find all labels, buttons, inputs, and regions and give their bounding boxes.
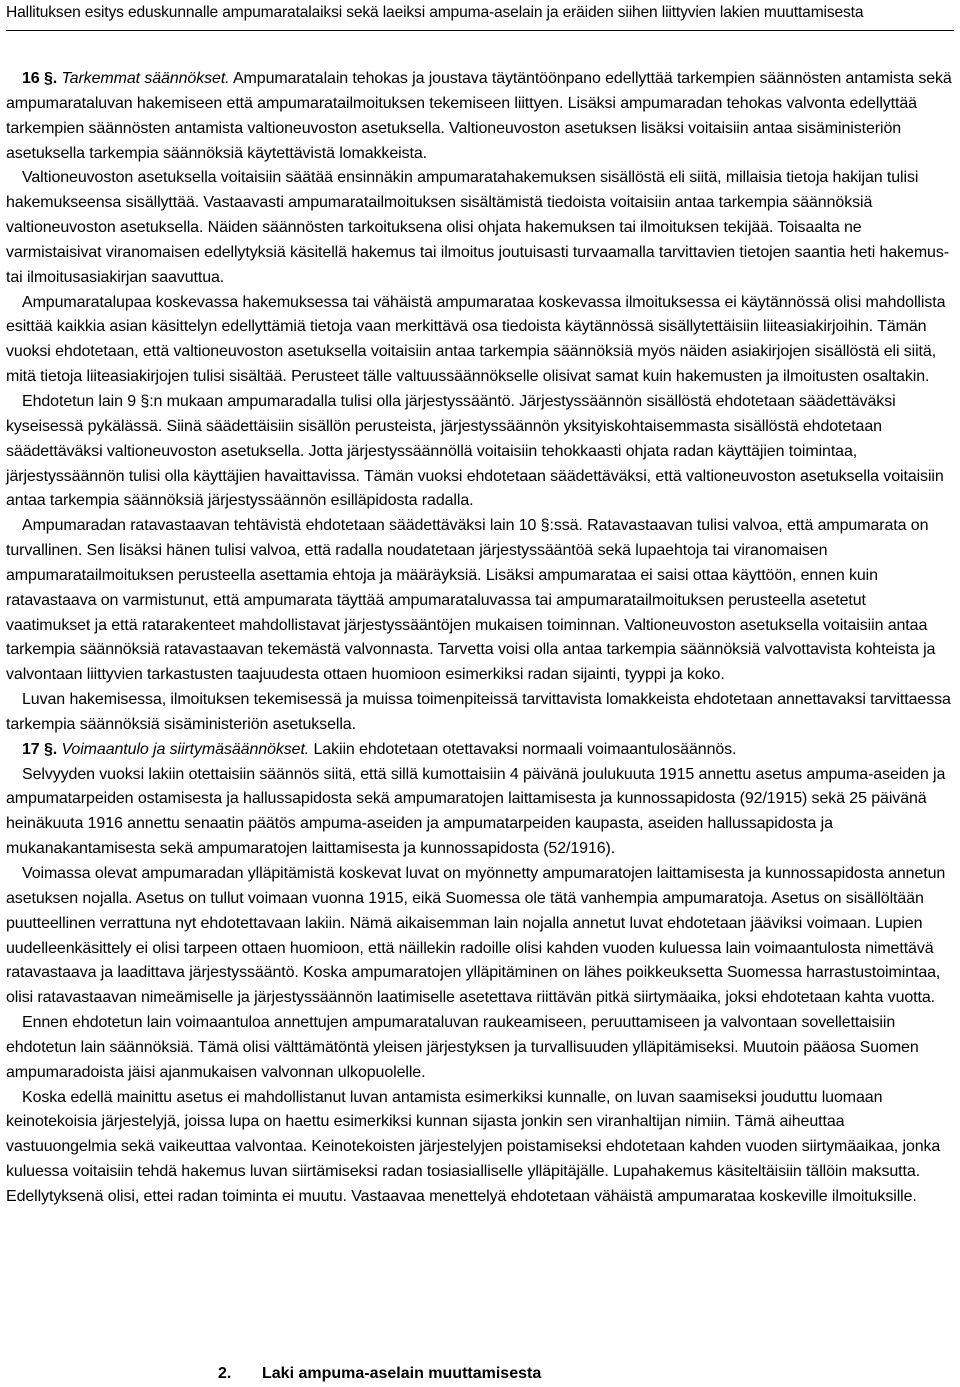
paragraph: Koska edellä mainittu asetus ei mahdollistanut luvan antamista esimerkiksi kunnalle, on luvan saamiseksi jouduttu luomaan keinotekoisia järjestelyjä, joissa lupa on haettu esimerkiksi kunnan sijasta jonkin sen viranhaltijan nimiin. Tämä aiheuttaa vastuuongelmia sekä vaikeuttaa valvontaa. Keinotekoisten järjestelyjen poistamiseksi ehdotetaan kahden vuoden siirtymäaikaa, jonka kuluessa voitaisiin tehdä hakemus luvan siirtämiseksi radan tosiasialliselle ylläpitäjälle. Lupahakemus käsiteltäisiin tällöin maksutta. Edellytyksenä olisi, ettei radan toiminta ei muutu. Vastaavaa menettelyä ehdotetaan vähäistä ampumarataa koskeville ilmoituksille. — [6, 1088, 941, 1205]
next-chapter-heading — [218, 1363, 541, 1385]
document-body — [6, 67, 954, 1210]
paragraph: Ampumaradan ratavastaavan tehtävistä ehdotetaan säädettäväksi lain 10 §:ssä. Ratavastaavan tulisi valvoa, että ampumarata on turvallinen. Sen lisäksi hänen tulisi valvoa, että radalla noudatetaan järjestyssääntöä sekä lupaehtoja tai viranomaisen ampumaratailmoituksen perusteella asettamia ehtoja ja määräyksiä. Lisäksi ampumarataa ei saisi ottaa käyttöön, ennen kuin ratavastaava on varmistunut, että ampumarata täyttää ampumarataluvassa tai ampumaratailmoituksen perusteella asetetut vaatimukset ja että ratarakenteet mahdollistavat järjestyssääntöjen mukaisen toiminnan. Valtioneuvoston asetuksella voitaisiin antaa tarkempia säännöksiä ratavastaavan tekemästä valvonnasta. Tarvetta voisi olla antaa tarkempia säännöksiä valvottavista kohteista ja valvontaan liittyvien tarkastusten taajuudesta ottaen huomioon esimerkiksi radan sijainti, tyyppi ja koko. — [6, 517, 936, 684]
paragraph: Selvyyden vuoksi lakiin otettaisiin säännös siitä, että sillä kumottaisiin 4 päivänä joulukuuta 1915 annettu asetus ampuma-aseiden ja ampumatarpeiden ostamisesta ja hallussapidosta sekä ampumaratojen laittamisesta ja kunnossapidosta (92/1915) sekä 25 päivänä heinäkuuta 1916 annettu senaatin päätös ampuma-aseiden ja ampumatarpeiden kaupasta, aseiden hallussapidosta ja mukanakantamisesta sekä ampumaratojen laittamisesta ja kunnossapidosta (52/1916). — [6, 765, 946, 858]
header-title: Hallituksen esitys eduskunnalle ampumaratalaiksi sekä laeiksi ampuma-aselain ja eräiden siihen liittyvien lakien muuttamisesta — [6, 4, 864, 21]
paragraph: Luvan hakemisessa, ilmoituksen tekemisessä ja muissa toimenpiteissä tarvittavista lomakkeista ehdotetaan annettavaksi tarvittaessa tarkempia säännöksiä sisäministeriön asetuksella. — [6, 691, 951, 733]
next-chapter-number: 2. — [218, 1365, 232, 1382]
section-17-lead-text: Lakiin ehdotetaan otettavaksi normaali voimaantulosäännös. — [309, 740, 737, 758]
paragraph: Valtioneuvoston asetuksella voitaisiin säätää ensinnäkin ampumaratahakemuksen sisällöstä eli siitä, millaisia tietoja hakijan tulisi hakemukseensa sisällyttää. Vastaavasti ampumaratailmoituksen sisältämistä tiedoista voitaisiin antaa tarkempia säännöksiä valtioneuvoston asetuksella. Näiden säännösten tarkoituksena olisi ohjata hakemuksen tai ilmoituksen tekijää. Toisaalta ne varmistaisivat viranomaisen edellytyksiä käsitellä hakemus tai ilmoitus joutuisasti turvaamalla tarvittavien tietojen saantia heti hakemus- tai ilmoitusasiakirjan saavuttua. — [6, 169, 949, 286]
section-17-title: Voimaantulo ja siirtymäsäännökset. — [61, 740, 310, 758]
paragraph: Ehdotetun lain 9 §:n mukaan ampumaradalla tulisi olla järjestyssääntö. Järjestyssäännön sisällöstä ehdotetaan säädettäväksi kyseisessä pykälässä. Siinä säädettäisiin sisällön perusteista, järjestyssäännön yksityiskohtaisemmasta sisällöstä ehdotetaan säädettäväksi valtioneuvoston asetuksella. Jotta järjestyssäännöllä voitaisiin tehokkaasti ohjata radan käyttäjien toimintaa, järjestyssäännön tulisi olla käyttäjien havaittavissa. Tämän vuoksi ehdotetaan säädettäväksi, että valtioneuvoston asetuksella voitaisiin antaa tarkempia säännöksiä järjestyssäännön esilläpidosta radalla. — [6, 392, 944, 510]
paragraph: Voimassa olevat ampumaradan ylläpitämistä koskevat luvat on myönnetty ampumaratojen laittamisesta ja kunnossapidosta annetun asetuksen nojalla. Asetus on tullut voimaan vuonna 1915, eikä Suomessa ole tätä vanhempia ampumaratoja. Asetus on sisällöltään puutteellinen verrattuna nyt ehdotettavaan lakiin. Nämä aikaisemman lain nojalla annetut luvat ehdotetaan jääviksi voimaan. Lupien uudelleenkäsittely ei olisi tarpeen ottaen huomioon, että näillekin radoille olisi kahden vuoden kuluessa lain voimaantulosta nimettävä ratavastaava ja laadittava järjestyssääntö. Koska ampumaratojen ylläpitäminen on lähes poikkeuksetta Suomessa harrastustoimintaa, olisi ratavastaavan nimeämiselle ja järjestyssäännön laatimiselle asetettava riittävän pitkä siirtymäaika, joksi ehdotetaan kahta vuotta. — [6, 865, 946, 1007]
section-16-lead — [6, 67, 954, 166]
section-17-number: 17 §. — [22, 740, 58, 758]
section-16-title: Tarkemmat säännökset. — [61, 70, 230, 87]
section-17-lead — [6, 738, 954, 763]
paragraph: Ampumaratalupaa koskevassa hakemuksessa tai vähäistä ampumarataa koskevassa ilmoituksessa ei käytännössä olisi mahdollista esittää kaikkia asian käsittelyn edellyttämiä tietoja vaan merkittävä osa tiedoista käytännössä sisällytettäisiin liiteasiakirjoihin. Tämän vuoksi ehdotetaan, että valtioneuvoston asetuksella voitaisiin antaa tarkempia säännöksiä myös näiden asiakirjojen sisällöstä eli siitä, mitä tietoja liiteasiakirjojen tulisi sisältää. Perusteet tälle valtuussäännökselle olisivat samat kuin hakemusten ja ilmoitusten osaltakin. — [6, 293, 946, 386]
header-divider — [6, 30, 954, 31]
paragraph: Ennen ehdotetun lain voimaantuloa annettujen ampumarataluvan raukeamiseen, peruuttamiseen ja valvontaan sovellettaisiin ehdotetun lain säännöksiä. Tämä olisi välttämätöntä yleisen järjestyksen ja turvallisuuden ylläpitämiseksi. Muutoin pääosa Suomen ampumaradoista jäisi ajanmukaisen valvonnan ulkopuolelle. — [6, 1014, 919, 1081]
page-header — [6, 3, 954, 23]
section-16-lead-text: Ampumaratalain tehokas ja joustava täytäntöönpano edellyttää tarkempien säännösten antamista sekä ampumarataluvan hakemiseen että ampumaratailmoituksen tekemiseen liittyen. Lisäksi ampumaradan tehokas valvonta edellyttää tarkempien säännösten antamista valtioneuvoston asetuksella. Valtioneuvoston asetuksen lisäksi voitaisiin antaa sisäministeriön asetuksella tarkempia säännöksiä käytettävistä lomakkeista. — [6, 70, 952, 162]
section-16-number: 16 §. — [22, 70, 58, 87]
next-chapter-title: Laki ampuma-aselain muuttamisesta — [262, 1365, 542, 1382]
